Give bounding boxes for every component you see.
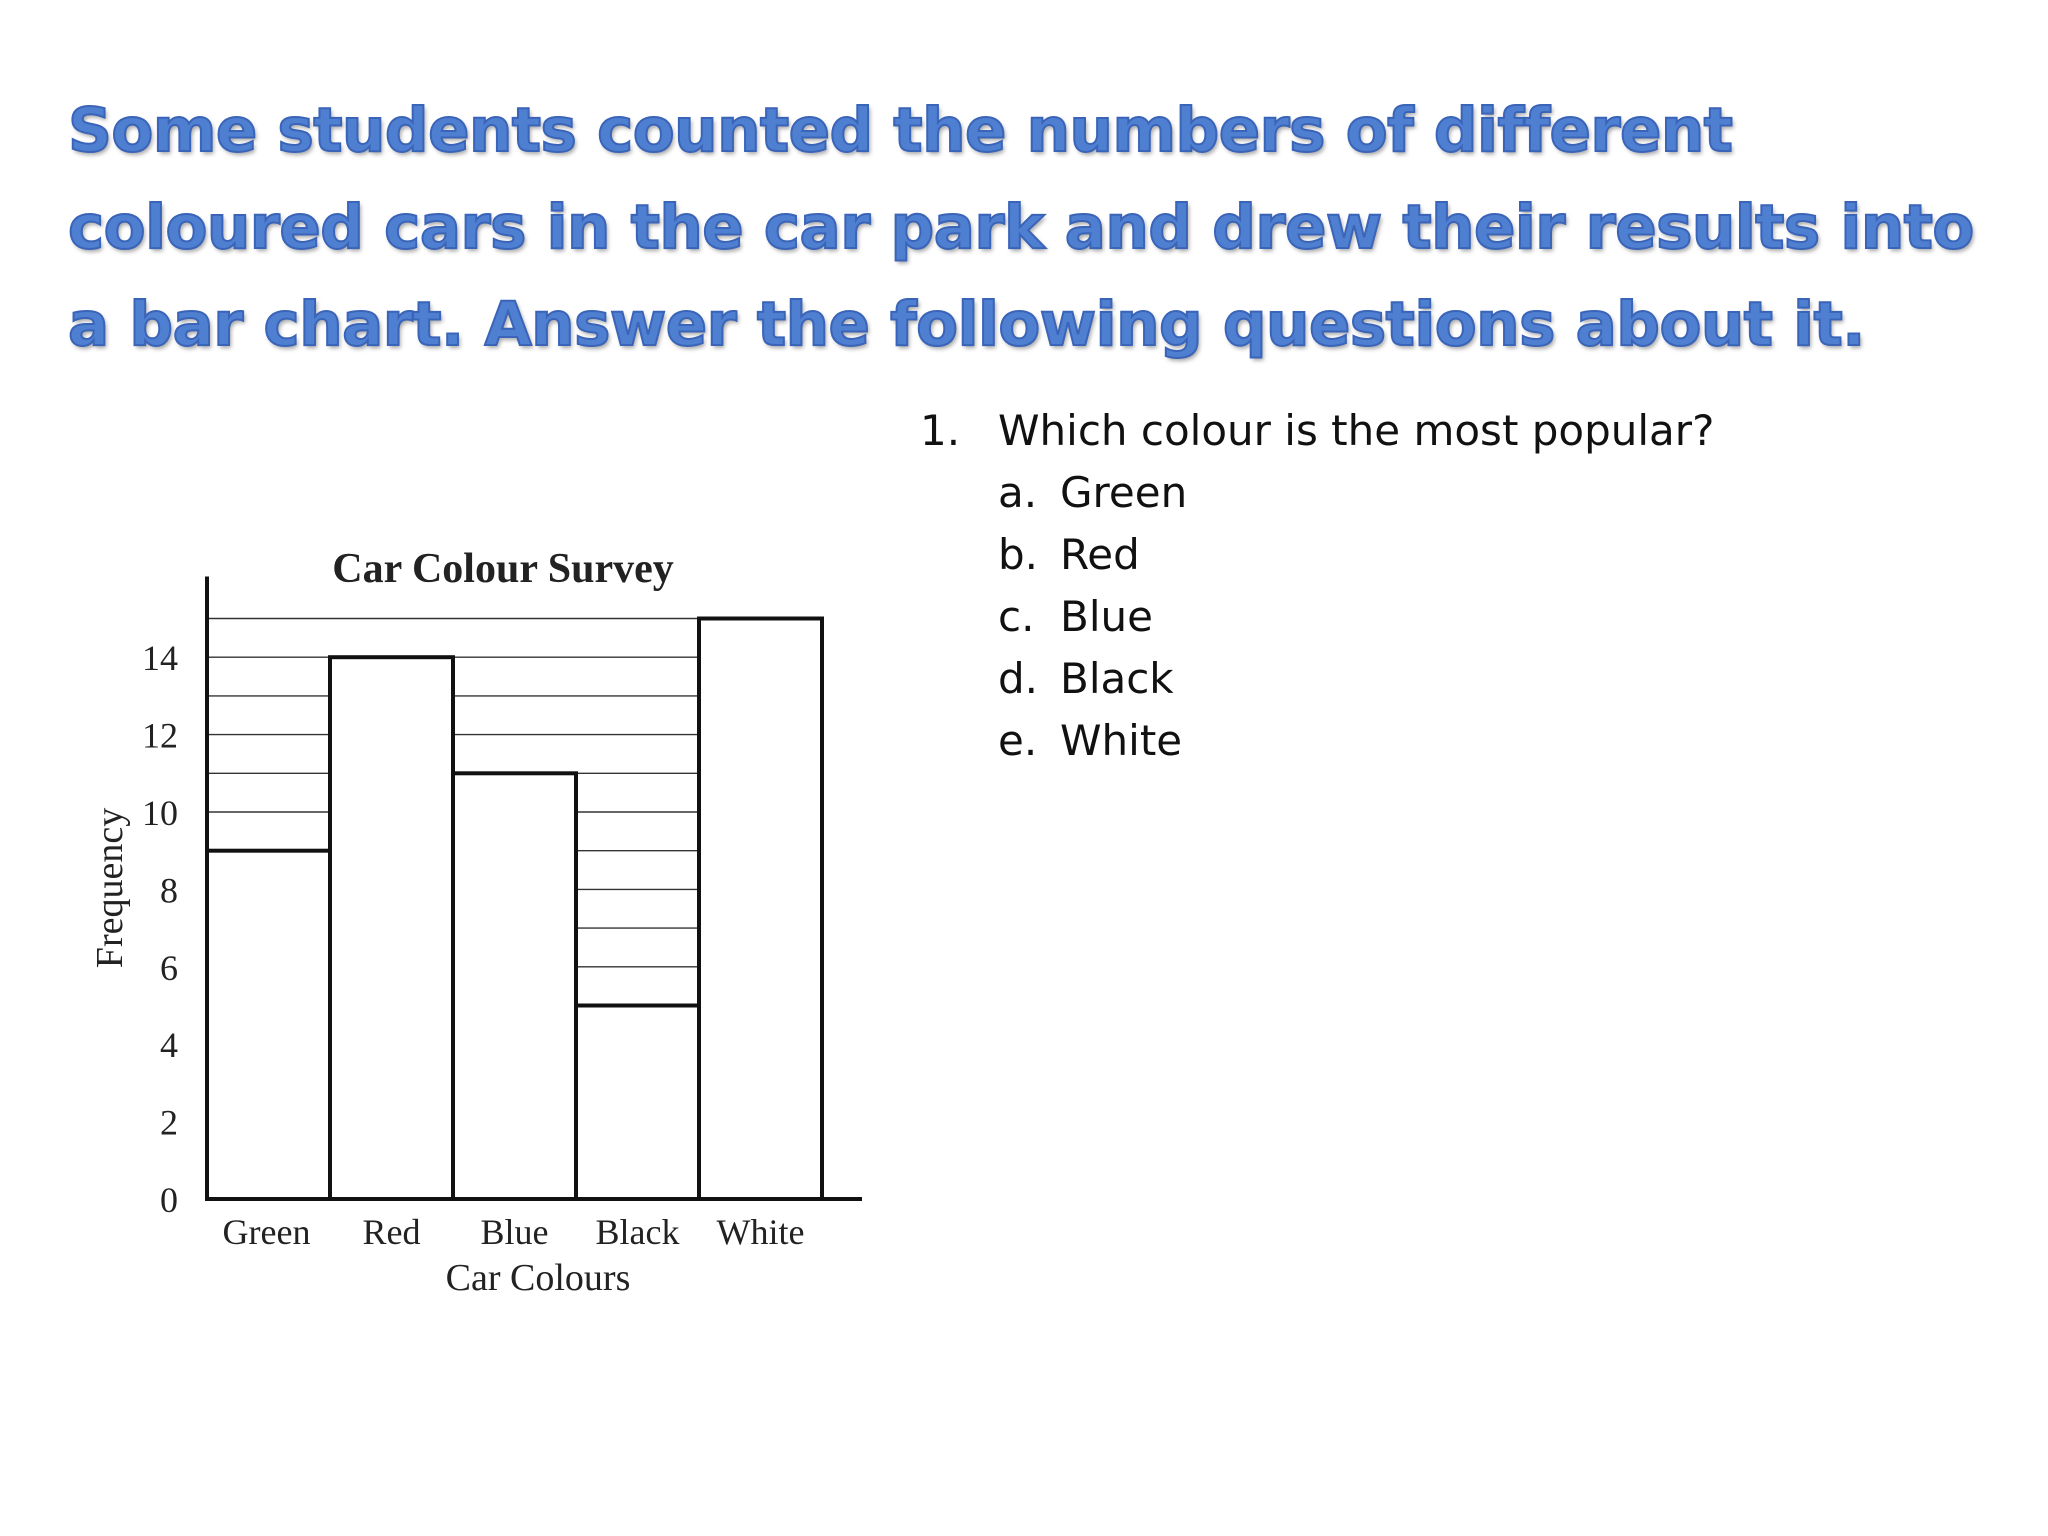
x-tick-label: Blue (480, 1212, 549, 1252)
question-number: 1. (920, 406, 961, 455)
bar-green (207, 851, 330, 1199)
option-red[interactable] (998, 524, 1714, 586)
y-tick-label: 4 (160, 1025, 178, 1066)
option-letter: c. (998, 592, 1035, 641)
chart-bars (207, 619, 822, 1200)
y-tick-label: 0 (160, 1180, 178, 1220)
y-axis-label: Frequency (89, 807, 131, 969)
bar-white (699, 619, 822, 1200)
option-letter: b. (998, 530, 1039, 579)
chart-title: Car Colour Survey (332, 546, 674, 592)
y-tick-label: 10 (142, 793, 178, 833)
x-tick-label: Black (595, 1212, 680, 1252)
option-text: White (1060, 716, 1183, 765)
option-black[interactable] (998, 648, 1714, 710)
option-white[interactable] (998, 710, 1714, 772)
option-blue[interactable] (998, 586, 1714, 648)
y-tick-label: 12 (142, 715, 178, 756)
y-tick-label: 6 (160, 947, 178, 988)
heading-line-1: Some students counted the numbers of different (68, 95, 1733, 166)
x-tick-label: White (716, 1212, 805, 1252)
question-prompt (920, 400, 1714, 462)
y-tick-label: 2 (160, 1102, 178, 1143)
question-1 (920, 400, 1714, 772)
option-letter: e. (998, 716, 1038, 765)
chart-x-ticks (223, 1212, 805, 1252)
option-text: Blue (1060, 592, 1153, 641)
x-tick-label: Green (222, 1212, 311, 1252)
x-tick-label: Red (362, 1212, 421, 1252)
x-axis-label: Car Colours (445, 1257, 631, 1299)
y-tick-label: 14 (142, 638, 178, 679)
option-letter: d. (998, 654, 1039, 703)
bar-red (330, 657, 453, 1199)
y-tick-label: 8 (160, 870, 178, 911)
chart-y-ticks (142, 638, 178, 1220)
answer-options (920, 462, 1714, 772)
option-text: Green (1060, 468, 1188, 517)
option-green[interactable] (998, 462, 1714, 524)
heading-line-2: coloured cars in the car park and drew their results into (68, 192, 1974, 263)
option-text: Red (1060, 530, 1140, 579)
option-text: Black (1060, 654, 1174, 703)
bar-blue (453, 773, 576, 1199)
heading-line-3: a bar chart. Answer the following questions about it. (68, 289, 1865, 360)
question-text: Which colour is the most popular? (998, 406, 1715, 455)
option-letter: a. (998, 468, 1038, 517)
bar-black (576, 1006, 699, 1200)
